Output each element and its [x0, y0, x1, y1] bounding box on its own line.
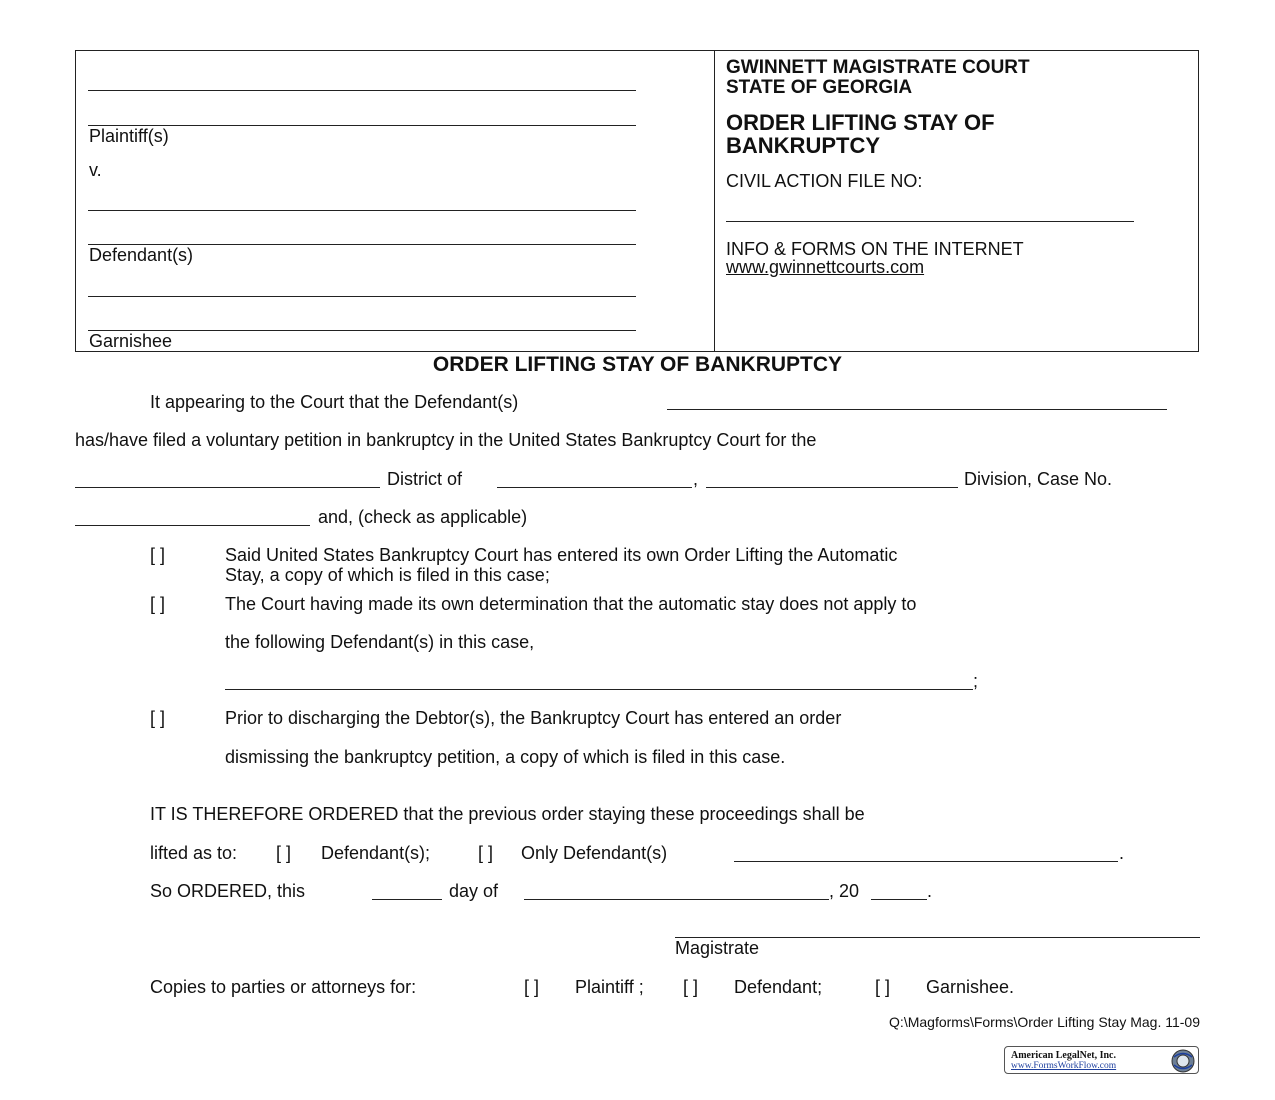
magistrate-label: Magistrate [675, 938, 760, 958]
case-caption-box [75, 50, 1199, 352]
so-ordered-label: So ORDERED, this [150, 881, 306, 901]
option-2-line-1: The Court having made its own determination that the automatic stay does not apply to [225, 594, 917, 614]
only-defendants-field[interactable] [734, 861, 1118, 862]
copy-plaintiff-label: Plaintiff ; [575, 977, 644, 997]
caption-divider [714, 51, 715, 351]
day-of-label: day of [449, 881, 499, 901]
appearing-intro: It appearing to the Court that the Defendant(s) [150, 392, 519, 412]
globe-icon [1170, 1048, 1196, 1074]
division-field[interactable] [706, 487, 958, 488]
only-defendants-checkbox[interactable]: [ ] [478, 843, 494, 863]
plaintiff-line-1[interactable] [88, 90, 636, 91]
case-number-field[interactable] [75, 525, 310, 526]
court-name: GWINNETT MAGISTRATE COURT [726, 57, 1030, 78]
district-state-field[interactable] [497, 487, 692, 488]
civil-action-number-field[interactable] [726, 221, 1134, 222]
lifted-as-to-label: lifted as to: [150, 843, 238, 863]
year-field[interactable] [871, 899, 927, 900]
american-legalnet-logo[interactable] [1004, 1046, 1199, 1074]
copy-garnishee-checkbox[interactable]: [ ] [875, 977, 891, 997]
check-applicable-label: and, (check as applicable) [318, 507, 528, 527]
option-1-line-1: Said United States Bankruptcy Court has entered its own Order Lifting the Automatic [225, 545, 898, 565]
month-field[interactable] [524, 899, 829, 900]
period-mark: . [1119, 843, 1125, 863]
division-case-label: Division, Case No. [964, 469, 1113, 489]
website-link[interactable]: www.gwinnettcourts.com [726, 257, 925, 277]
logo-company-name: American LegalNet, Inc. [1011, 1050, 1116, 1061]
option-2-checkbox[interactable]: [ ] [150, 594, 166, 614]
therefore-ordered-text: IT IS THEREFORE ORDERED that the previous order staying these proceedings shall be [150, 804, 865, 824]
all-defendants-label: Defendant(s); [321, 843, 431, 863]
versus-label: v. [89, 160, 102, 180]
plaintiff-label: Plaintiff(s) [89, 126, 169, 146]
logo-website: www.FormsWorkFlow.com [1011, 1061, 1117, 1071]
only-defendants-label: Only Defendant(s) [521, 843, 668, 863]
district-direction-field[interactable] [75, 487, 380, 488]
year-prefix: , 20 [829, 881, 860, 901]
option-1-checkbox[interactable]: [ ] [150, 545, 166, 565]
copies-to-label: Copies to parties or attorneys for: [150, 977, 417, 997]
copy-garnishee-label: Garnishee. [926, 977, 1015, 997]
plaintiff-line-2[interactable] [88, 125, 636, 126]
copy-plaintiff-checkbox[interactable]: [ ] [524, 977, 540, 997]
year-period: . [927, 881, 933, 901]
copy-defendant-checkbox[interactable]: [ ] [683, 977, 699, 997]
form-file-path: Q:\Magforms\Forms\Order Lifting Stay Mag. 11-09 [889, 1014, 1200, 1030]
defendant-name-field[interactable] [667, 409, 1167, 410]
copy-defendant-label: Defendant; [734, 977, 823, 997]
option-3-line-2: dismissing the bankruptcy petition, a copy of which is filed in this case. [225, 747, 786, 767]
info-forms-label: INFO & FORMS ON THE INTERNET [726, 239, 1024, 259]
day-field[interactable] [372, 899, 442, 900]
option-1-line-2: Stay, a copy of which is filed in this case; [225, 565, 550, 585]
petition-sentence: has/have filed a voluntary petition in bankruptcy in the United States Bankruptcy Court for the [75, 430, 817, 450]
option-2-line-2: the following Defendant(s) in this case, [225, 632, 535, 652]
defendant-line-1[interactable] [88, 210, 636, 211]
semicolon-mark: ; [973, 671, 979, 691]
form-title-line-2: BANKRUPTCY [726, 133, 880, 158]
option-3-checkbox[interactable]: [ ] [150, 708, 166, 728]
district-of-label: District of [387, 469, 463, 489]
exempt-defendants-field[interactable] [225, 689, 973, 690]
option-3-line-1: Prior to discharging the Debtor(s), the Bankruptcy Court has entered an order [225, 708, 842, 728]
garnishee-label: Garnishee [89, 331, 173, 351]
garnishee-line-1[interactable] [88, 296, 636, 297]
court-state: STATE OF GEORGIA [726, 77, 913, 98]
document-title: ORDER LIFTING STAY OF BANKRUPTCY [432, 353, 843, 376]
all-defendants-checkbox[interactable]: [ ] [276, 843, 292, 863]
civil-action-label: CIVIL ACTION FILE NO: [726, 171, 923, 191]
comma-separator: , [693, 469, 699, 489]
form-title-line-1: ORDER LIFTING STAY OF [726, 110, 995, 135]
defendant-label: Defendant(s) [89, 245, 194, 265]
